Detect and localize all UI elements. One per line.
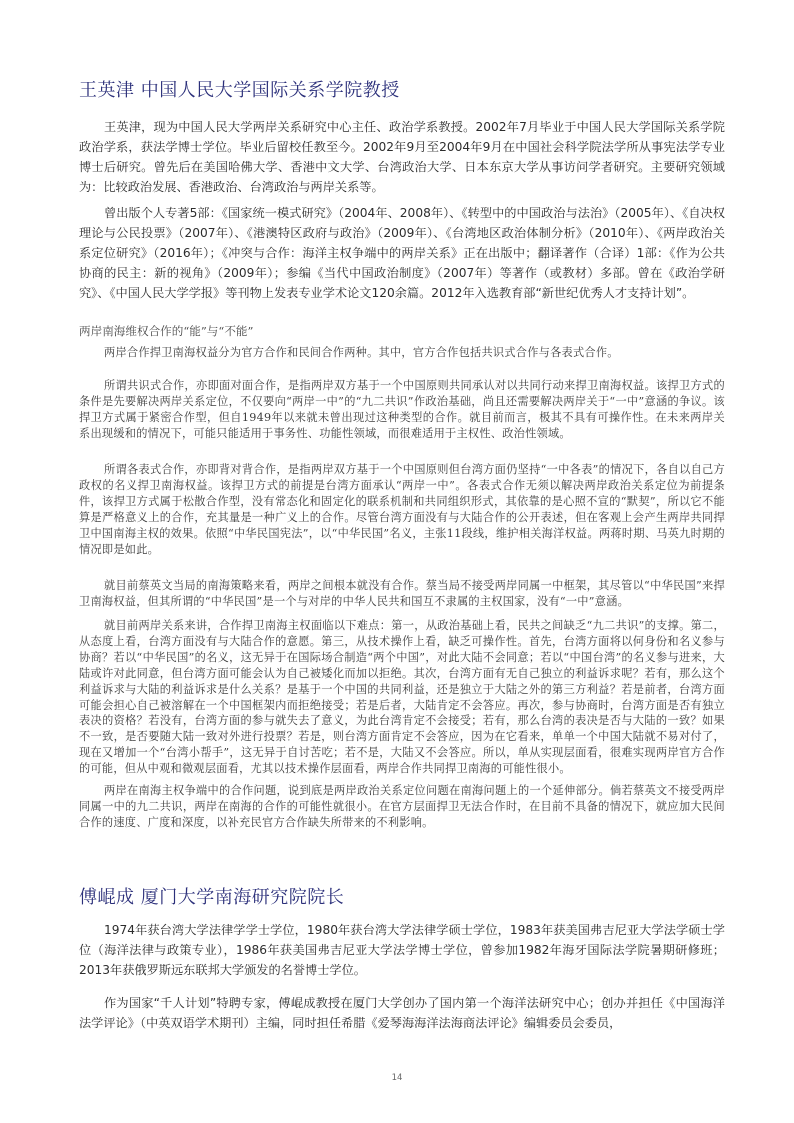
section-heading-fu: 傅崐成 厦门大学南海研究院院长: [79, 887, 345, 908]
handwritten-title: 两岸南海维权合作的“能”与“不能”: [79, 324, 254, 338]
section-heading-wang: 王英津 中国人民大学国际关系学院教授: [79, 80, 400, 101]
handwritten-paragraph-5: 就目前两岸关系来讲，合作捍卫南海主权面临以下难点：第一，从政治基础上看，民共之间缺乏“九二共识”的支撑。第二，从态度上看，台湾方面没有与大陆合作的意愿。第三，从技术操作上看，缺乏可操作性。首先，台湾方面将以何身份和名义参与协商？若以“中华民国”的名义，这无异于在国际场合制造“两个中国”，对此大陆不会同意；若以“中国台湾”的名义参与进来，大陆或许对此同意，但台湾方面可能会认为自己被矮化而加以拒绝。其次，台湾方面有无自己独立的利益诉求呢？若有，那么这个利益诉求与大陆的利益诉求是什么关系？是基于一个中国的共同利益，还是独立于大陆之外的第三方利益？若是前者，台湾方面可能会担心自己被溶解在一个中国框架内而拒绝接受；若是后者，大陆肯定不会答应。再次，参与协商时，台湾方面是否有独立表决的资格？若没有，台湾方面的参与就失去了意义，为此台湾肯定不会接受；若有，那么台湾的表决是否与大陆的一致？如果不一致，是否要随大陆一致对外进行投票？若是，则台湾方面肯定不会答应，因为在它看来，单单一个中国大陆就不易对付了，现在又增加一个“台湾小帮手”，这无异于自讨苦吃；若不是，大陆又不会答应。所以，单从实现层面看，很难实现两岸官方合作的可能，但从中观和微观层面看，尤其以技术操作层面看，两岸合作共同捍卫南海的可能性很小。: [79, 619, 725, 776]
bio-paragraph-fu-1: 1974年获台湾大学法律学学士学位，1980年获台湾大学法律学硕士学位，1983年获美国弗吉尼亚大学法学硕士学位（海洋法律与政策专业），1986年获美国弗吉尼亚大学法学博士学位，曾参加1982年海牙国际法学院暑期研修班；2013年获俄罗斯远东联邦大学颁发的名誉博士学位。: [79, 923, 725, 977]
bio-paragraph-wang-1: 王英津，现为中国人民大学两岸关系研究中心主任、政治学系教授。2002年7月毕业于中国人民大学国际关系学院政治学系，获法学博士学位。毕业后留校任教至今。2002年9月至2004年9月在中国社会科学院法学所从事宪法学专业博士后研究。曾先后在美国哈佛大学、香港中文大学、台湾政治大学、日本东京大学从事访问学者研究。主要研究领域为：比较政治发展、香港政治、台湾政治与两岸关系等。: [79, 120, 725, 194]
bio-paragraph-wang-2: 曾出版个人专著5部：《国家统一模式研究》（2004年、2008年）、《转型中的中国政治与法治》（2005年）、《自决权理论与公民投票》（2007年）、《港澳特区政府与政治》（2009年）、《台湾地区政治体制分析》（2010年）、《两岸政治关系定位研究》（2016年）；《冲突与合作：海洋主权争端中的两岸关系》正在出版中；翻译著作（合译）1部：《作为公共协商的民主：新的视角》（2009年）；参编《当代中国政治制度》（2007年）等著作（或教材）多部。曾在《政治学研究》、《中国人民大学学报》等刊物上发表专业学术论文120余篇。2012年入选教育部“新世纪优秀人才支持计划”。: [79, 206, 725, 300]
handwritten-paragraph-2: 所谓共识式合作，亦即面对面合作，是指两岸双方基于一个中国原则共同承认对以共同行动来捍卫南海权益。该捍卫方式的条件是先要解决两岸关系定位，不仅要向“两岸一中”的“九二共识”作政治基础，尚且还需要解决两岸关于“一中”意涵的争议。该捍卫方式属于紧密合作型，但自1949年以来就未曾出现过这种类型的合作。就目前而言，极其不具有可操作性。在未来两岸关系出现缓和的情况下，可能只能适用于事务性、功能性领域，而很难适用于主权性、政治性领域。: [79, 379, 725, 440]
handwritten-paragraph-3: 所谓各表式合作，亦即背对背合作，是指两岸双方基于一个中国原则但台湾方面仍坚持“一中各表”的情况下，各自以自己方政权的名义捍卫南海权益。该捍卫方式的前提是台湾方面承认“两岸一中”。各表式合作无须以解决两岸政治关系定位为前提条件，该捍卫方式属于松散合作型，没有常态化和固定化的联系机制和共同组织形式，其依靠的是心照不宣的“默契”，所以它不能算是严格意义上的合作，充其量是一种广义上的合作。尽管台湾方面没有与大陆合作的公开表述，但在客观上会产生两岸共同捍卫中国南海主权的效果。依照“中华民国宪法”，以“中华民国”名义，主张11段线，维护相关海洋权益。两蒋时期、马英九时期的情况即是如此。: [79, 463, 725, 556]
bio-paragraph-fu-2: 作为国家“千人计划”特聘专家，傅崐成教授在厦门大学创办了国内第一个海洋法研究中心；创办并担任《中国海洋法学评论》（中英双语学术期刊）主编，同时担任希腊《爱琴海海洋法海商法评论》编辑委员会委员，: [79, 996, 725, 1030]
handwritten-paragraph-6: 两岸在南海主权争端中的合作问题，说到底是两岸政治关系定位问题在南海问题上的一个延伸部分。倘若蔡英文不接受两岸同属一中的九二共识，两岸在南海的合作的可能性就很小。在官方层面捍卫无法合作时，在目前不具备的情况下，就应加大民间合作的速度、广度和深度，以补充民官方合作缺失所带来的不利影响。: [79, 784, 725, 829]
handwritten-paragraph-1: 两岸合作捍卫南海权益分为官方合作和民间合作两种。其中，官方合作包括共识式合作与各表式合作。: [104, 346, 619, 359]
page-number: 14: [391, 1073, 403, 1083]
handwritten-paragraph-4: 就目前蔡英文当局的南海策略来看，两岸之间根本就没有合作。蔡当局不接受两岸同属一中框架，其尽管以“中华民国”来捍卫南海权益，但其所谓的“中华民国”是一个与对岸的中华人民共和国互不隶属的主权国家，没有“一中”意涵。: [79, 579, 725, 608]
